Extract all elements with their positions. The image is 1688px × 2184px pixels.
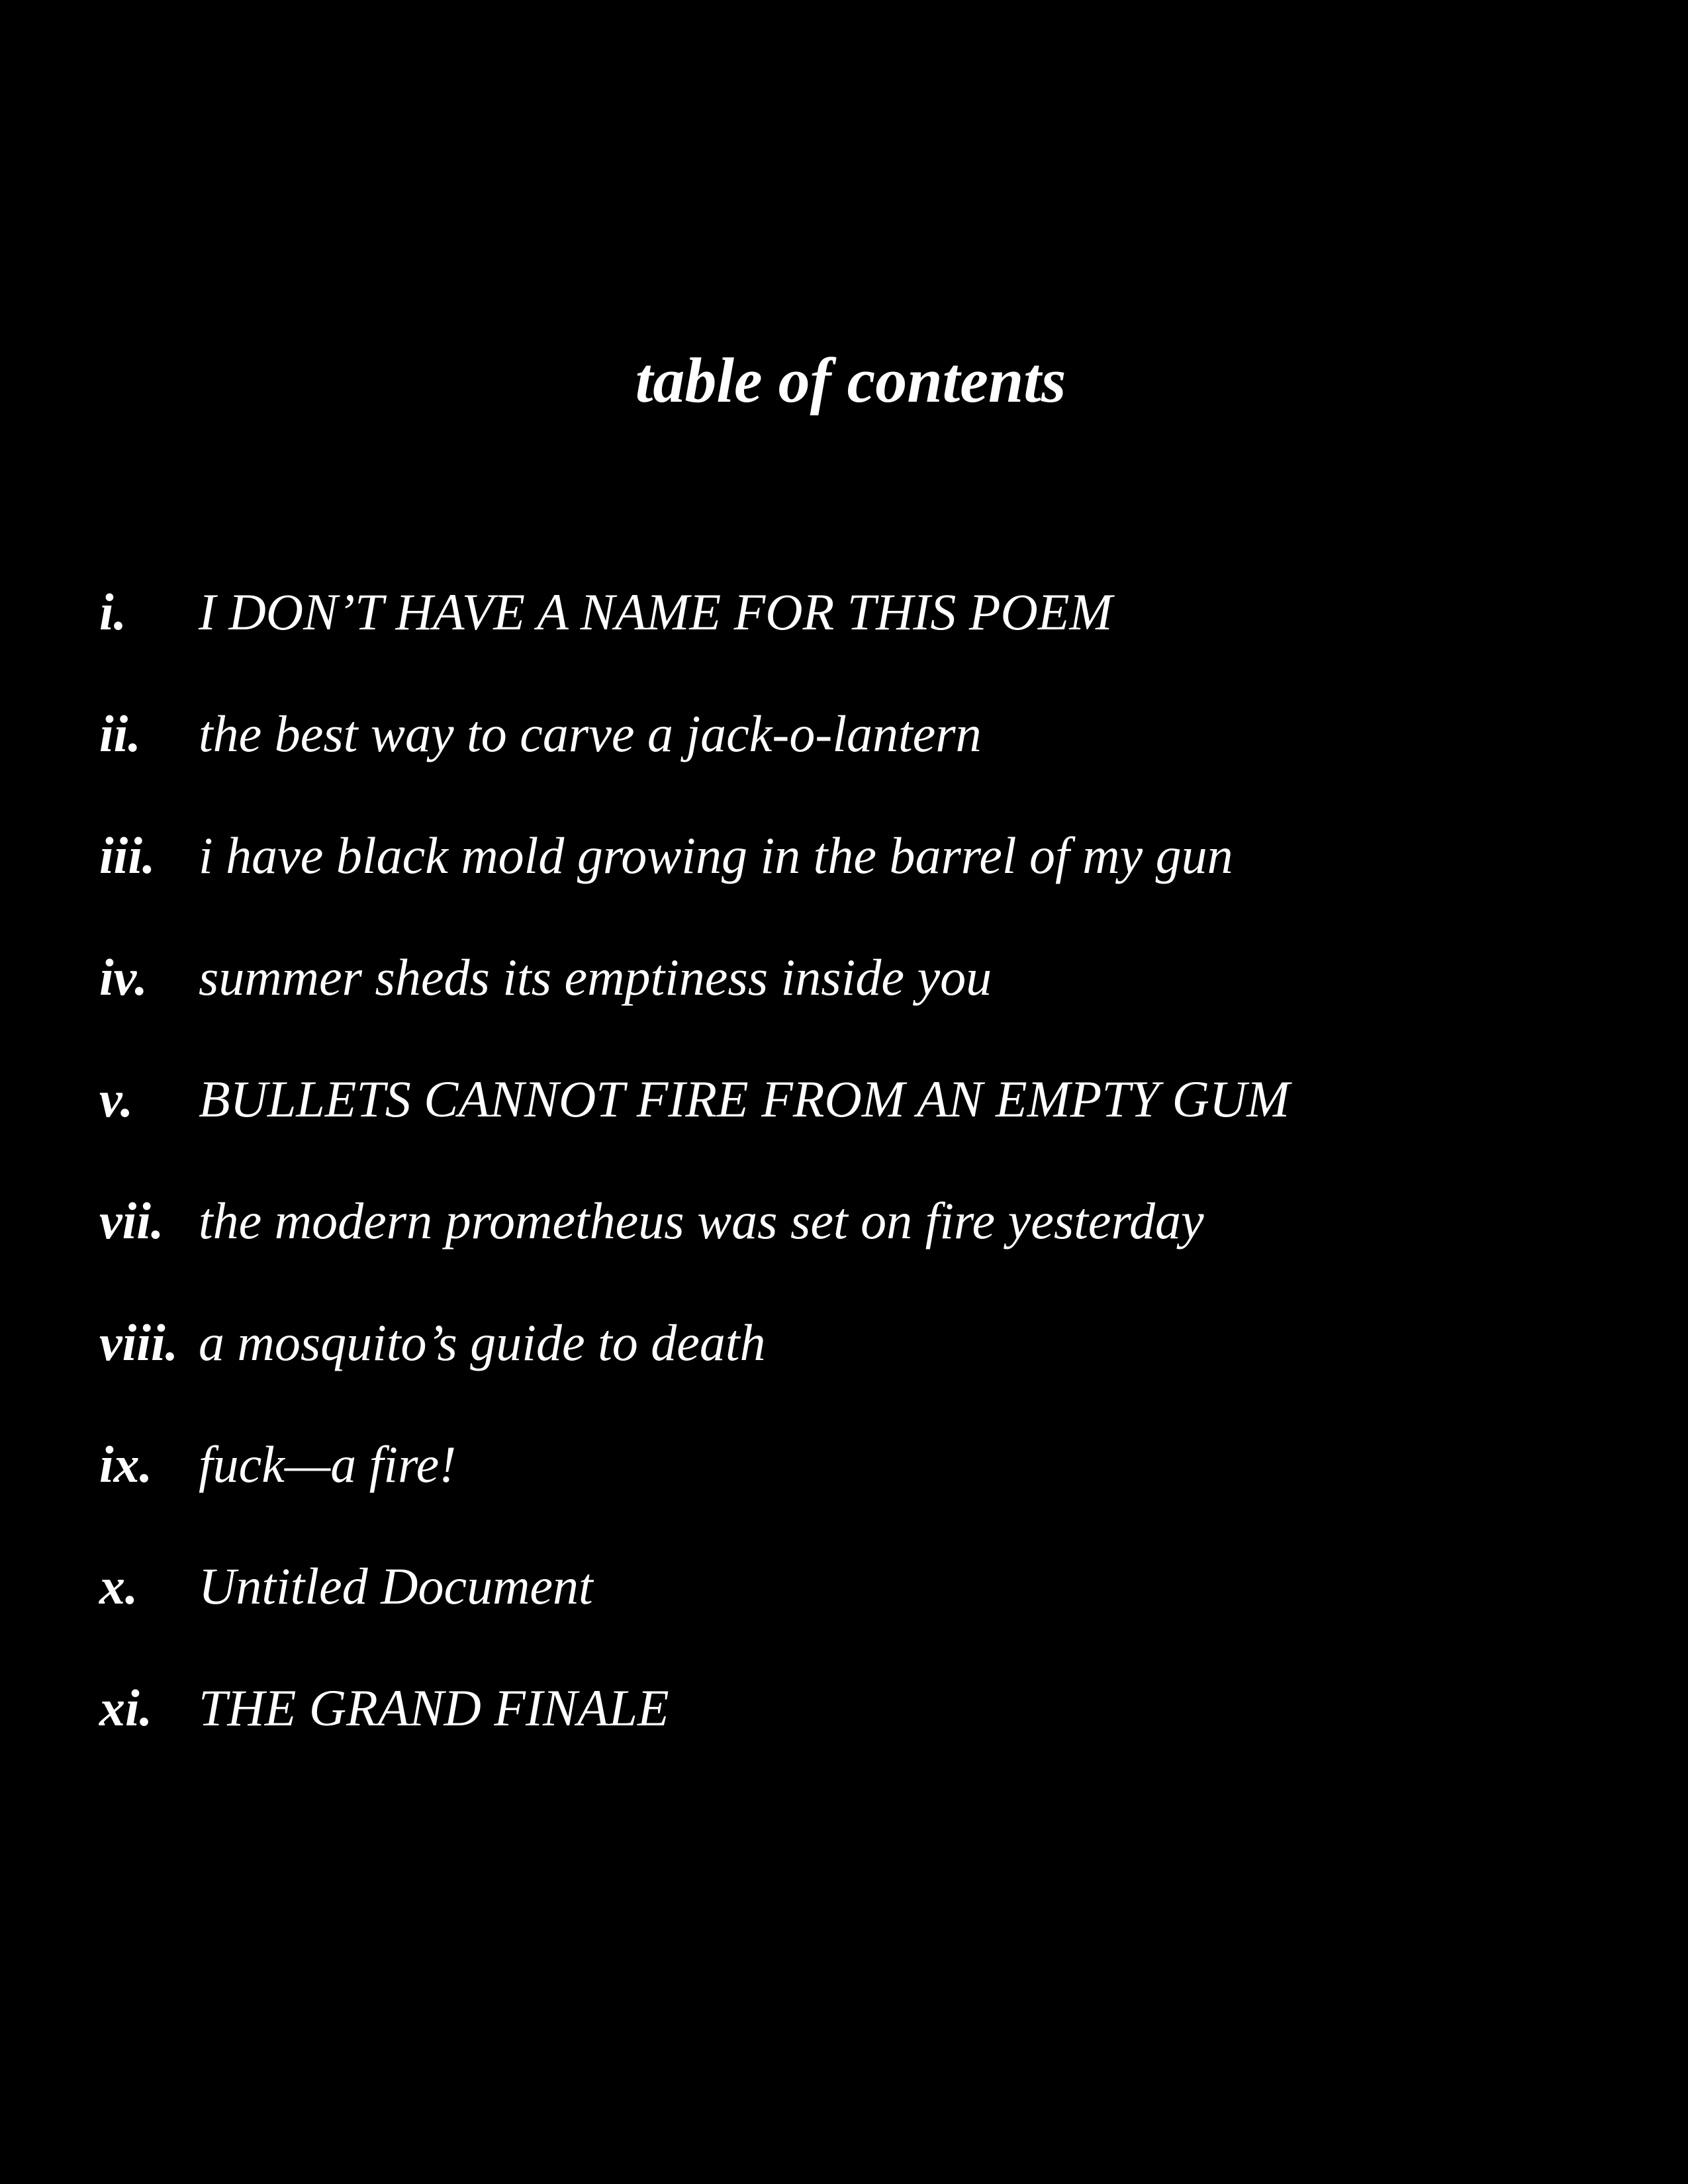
toc-entry-title: fuck—a fire! bbox=[199, 1435, 457, 1493]
toc-entry-numeral: v. bbox=[99, 1070, 134, 1128]
toc-entry-numeral: iv. bbox=[99, 948, 148, 1006]
toc-entry bbox=[99, 1066, 1589, 1188]
toc-entry bbox=[99, 1553, 1589, 1675]
toc-entry bbox=[99, 823, 1589, 944]
toc-entry-title: the best way to carve a jack-o-lantern bbox=[199, 705, 982, 762]
toc-entry bbox=[99, 1310, 1589, 1432]
toc-entry bbox=[99, 944, 1589, 1066]
toc-entry-numeral: ii. bbox=[99, 705, 141, 762]
toc-entry-title: a mosquito’s guide to death bbox=[199, 1314, 766, 1371]
toc-entry-numeral: x. bbox=[99, 1557, 138, 1615]
toc-entry-numeral: ix. bbox=[99, 1435, 153, 1493]
toc-entry-title: summer sheds its emptiness inside you bbox=[199, 948, 992, 1006]
toc-entry-numeral: xi. bbox=[99, 1679, 153, 1737]
toc-entry bbox=[99, 701, 1589, 823]
page-title: table of contents bbox=[635, 345, 1066, 416]
toc-entry-title: the modern prometheus was set on fire yesterday bbox=[199, 1192, 1204, 1250]
toc-entry bbox=[99, 579, 1589, 701]
toc-entry bbox=[99, 1675, 1589, 1797]
table-of-contents-list bbox=[99, 579, 1589, 1797]
toc-entry-numeral: iii. bbox=[99, 827, 156, 884]
toc-entry-title: THE GRAND FINALE bbox=[199, 1679, 669, 1737]
toc-entry bbox=[99, 1188, 1589, 1310]
toc-entry-numeral: viii. bbox=[99, 1314, 179, 1371]
toc-entry-title: Untitled Document bbox=[199, 1557, 593, 1615]
toc-entry-numeral: i. bbox=[99, 583, 127, 641]
toc-entry-title: I DON’T HAVE A NAME FOR THIS POEM bbox=[199, 583, 1113, 641]
toc-entry-numeral: vii. bbox=[99, 1192, 164, 1250]
toc-entry-title: i have black mold growing in the barrel of my gun bbox=[199, 827, 1233, 884]
toc-entry bbox=[99, 1432, 1589, 1553]
toc-entry-title: BULLETS CANNOT FIRE FROM AN EMPTY GUM bbox=[199, 1070, 1290, 1128]
